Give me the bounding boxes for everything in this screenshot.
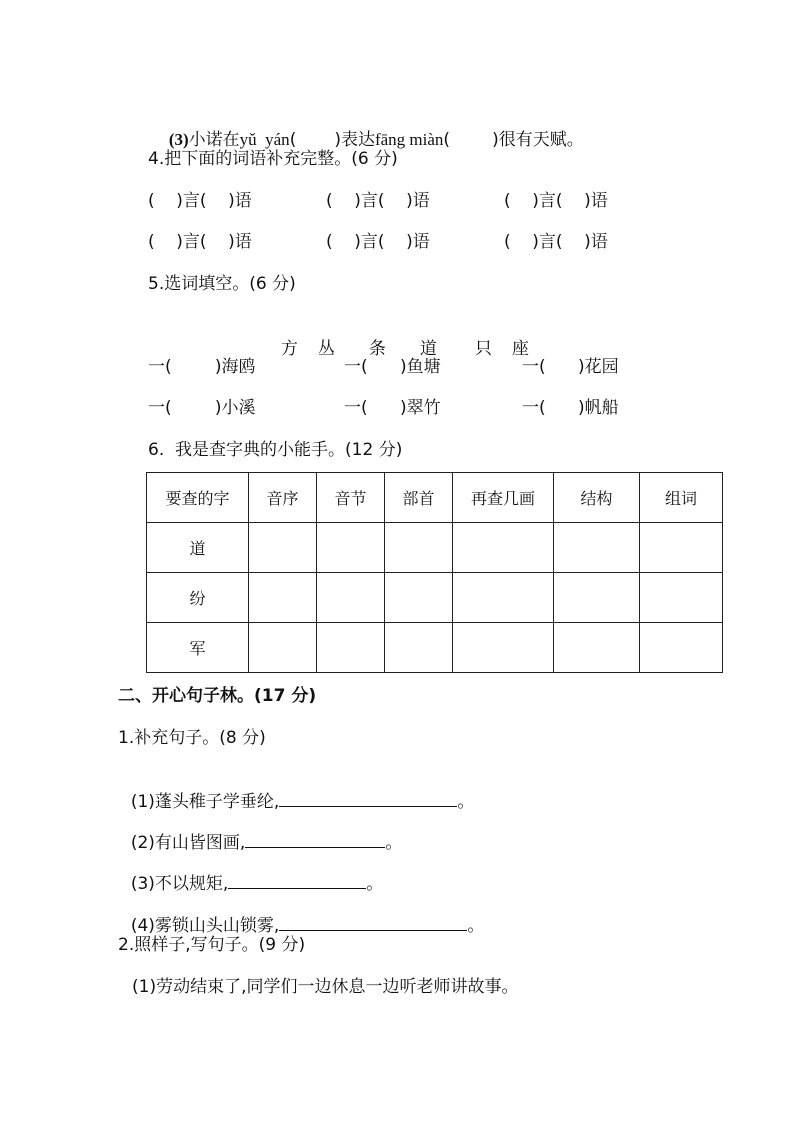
table-header: 结构 bbox=[554, 473, 640, 523]
item-number: (1) bbox=[130, 792, 155, 812]
q3-number: (3) bbox=[168, 130, 189, 149]
table-cell[interactable] bbox=[317, 623, 385, 673]
q3-text-1: 小诺在 bbox=[188, 130, 240, 150]
table-cell[interactable] bbox=[453, 523, 554, 573]
answer-blank[interactable] bbox=[279, 792, 457, 807]
measure-word-blank[interactable]: 一( )海鸥 bbox=[148, 357, 256, 377]
word-option: 座 bbox=[511, 339, 529, 359]
sentence-text: 蓬头稚子学垂纶, bbox=[154, 792, 280, 812]
q3-text-2: 表达 bbox=[340, 130, 375, 150]
idiom-blank[interactable]: ( )言( )语 bbox=[326, 232, 430, 252]
table-row bbox=[147, 573, 723, 623]
table-cell[interactable] bbox=[640, 523, 723, 573]
part2-title: 二、开心句子林。(17 分) bbox=[118, 686, 317, 706]
sentence-end: 。 bbox=[467, 916, 485, 936]
idiom-blank[interactable]: ( )言( )语 bbox=[148, 232, 252, 252]
table-header: 要查的字 bbox=[147, 473, 249, 523]
dictionary-table bbox=[146, 472, 723, 673]
pinyin-fang-mian: fāng miàn bbox=[374, 130, 444, 149]
paren-open-2: ( bbox=[443, 130, 451, 150]
item-number: (3) bbox=[130, 874, 155, 894]
sentence-end: 。 bbox=[385, 833, 403, 853]
table-cell[interactable] bbox=[453, 623, 554, 673]
table-cell[interactable] bbox=[554, 523, 640, 573]
lookup-char: 纷 bbox=[147, 573, 249, 623]
table-header: 再查几画 bbox=[453, 473, 554, 523]
idiom-blank[interactable]: ( )言( )语 bbox=[504, 232, 608, 252]
table-cell[interactable] bbox=[640, 573, 723, 623]
idiom-blank[interactable]: ( )言( )语 bbox=[326, 191, 430, 211]
word-bank bbox=[270, 316, 529, 360]
sentence-item bbox=[120, 851, 383, 895]
measure-word-blank[interactable]: 一( )鱼塘 bbox=[344, 357, 441, 377]
section5-title: 5.选词填空。(6 分) bbox=[148, 274, 296, 294]
table-header: 组词 bbox=[640, 473, 723, 523]
paren-close-1: ) bbox=[334, 130, 341, 150]
table-header: 音序 bbox=[249, 473, 317, 523]
table-header: 音节 bbox=[317, 473, 385, 523]
paren-open-1: ( bbox=[289, 130, 297, 150]
measure-word-blank[interactable]: 一( )小溪 bbox=[148, 398, 256, 418]
table-cell[interactable] bbox=[385, 573, 453, 623]
sentence-item bbox=[120, 810, 402, 854]
sentence-text: 雾锁山头山锁雾, bbox=[154, 916, 280, 936]
idiom-blank[interactable]: ( )言( )语 bbox=[504, 191, 608, 211]
measure-word-blank[interactable]: 一( )帆船 bbox=[522, 398, 619, 418]
measure-word-blank[interactable]: 一( )花园 bbox=[522, 357, 619, 377]
table-cell[interactable] bbox=[385, 623, 453, 673]
q1-title: 1.补充句子。(8 分) bbox=[118, 728, 266, 748]
pinyin-yu-yan: yǔ yán bbox=[239, 130, 290, 149]
table-cell[interactable] bbox=[317, 523, 385, 573]
word-option: 条 bbox=[368, 339, 386, 359]
table-cell[interactable] bbox=[554, 573, 640, 623]
answer-blank[interactable] bbox=[245, 833, 385, 848]
paren-close-2: ) bbox=[492, 130, 499, 150]
word-option: 方 bbox=[280, 339, 298, 359]
sentence-item bbox=[120, 893, 484, 937]
word-option: 道 bbox=[419, 339, 437, 359]
section6-title: 6. 我是查字典的小能手。(12 分) bbox=[148, 440, 403, 460]
table-cell[interactable] bbox=[385, 523, 453, 573]
table-cell[interactable] bbox=[317, 573, 385, 623]
table-header-row bbox=[147, 473, 723, 523]
table-row bbox=[147, 623, 723, 673]
sentence-end: 。 bbox=[366, 874, 384, 894]
measure-word-blank[interactable]: 一( )翠竹 bbox=[344, 398, 441, 418]
table-row bbox=[147, 523, 723, 573]
lookup-char: 道 bbox=[147, 523, 249, 573]
section4-title: 4.把下面的词语补充完整。(6 分) bbox=[148, 149, 398, 169]
word-option: 只 bbox=[474, 339, 492, 359]
q2-example: (1)劳动结束了,同学们一边休息一边听老师讲故事。 bbox=[132, 977, 519, 997]
table-cell[interactable] bbox=[453, 573, 554, 623]
table-cell[interactable] bbox=[249, 623, 317, 673]
sentence-item bbox=[120, 769, 474, 813]
lookup-char: 军 bbox=[147, 623, 249, 673]
q3-line bbox=[158, 107, 584, 151]
table-cell[interactable] bbox=[249, 523, 317, 573]
item-number: (4) bbox=[130, 916, 155, 936]
item-number: (2) bbox=[130, 833, 155, 853]
table-cell[interactable] bbox=[554, 623, 640, 673]
sentence-text: 不以规矩, bbox=[154, 874, 229, 894]
q2-title: 2.照样子,写句子。(9 分) bbox=[118, 935, 306, 955]
idiom-blank[interactable]: ( )言( )语 bbox=[148, 191, 252, 211]
answer-blank[interactable] bbox=[279, 916, 467, 931]
sentence-text: 有山皆图画, bbox=[154, 833, 246, 853]
word-option: 丛 bbox=[317, 339, 335, 359]
table-cell[interactable] bbox=[249, 573, 317, 623]
sentence-end: 。 bbox=[457, 792, 475, 812]
table-header: 部首 bbox=[385, 473, 453, 523]
answer-blank[interactable] bbox=[228, 874, 366, 889]
table-cell[interactable] bbox=[640, 623, 723, 673]
q3-text-3: 很有天赋。 bbox=[498, 130, 584, 150]
